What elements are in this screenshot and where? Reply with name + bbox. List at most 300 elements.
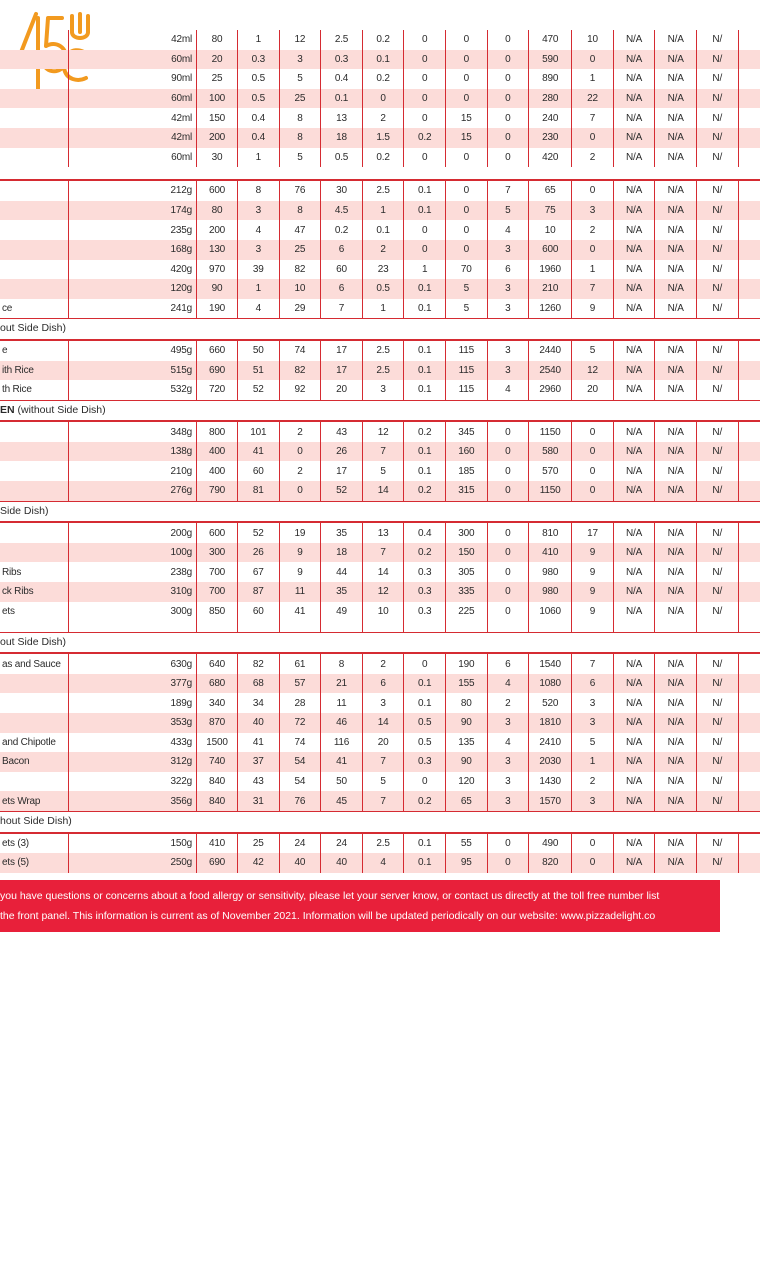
nutrient-value-cell: 0 bbox=[280, 481, 322, 501]
nutrient-value-cell: 1 bbox=[363, 201, 405, 221]
table-row bbox=[0, 562, 760, 582]
nutrient-value-cell: 3 bbox=[238, 240, 280, 260]
table-row bbox=[0, 179, 760, 201]
nutrient-value-cell: 6 bbox=[572, 674, 614, 694]
nutrient-value-cell: 4.5 bbox=[321, 201, 363, 221]
nutrient-value-cell: 14 bbox=[363, 562, 405, 582]
nutrient-value-cell: 49 bbox=[321, 602, 363, 632]
nutrient-value-cell: 0 bbox=[404, 220, 446, 240]
table-row bbox=[0, 69, 760, 89]
serving-size-cell: 174g bbox=[69, 201, 197, 221]
nutrient-value-cell: 240 bbox=[529, 108, 572, 128]
nutrient-value-cell: 4 bbox=[363, 853, 405, 873]
nutrient-value-cell: N/ bbox=[697, 148, 739, 168]
nutrient-value-cell: 31 bbox=[238, 791, 280, 811]
nutrient-value-cell: N/A bbox=[614, 791, 656, 811]
nutrient-value-cell: 980 bbox=[529, 562, 572, 582]
nutrient-value-cell: 2440 bbox=[529, 341, 572, 361]
nutrient-value-cell: 80 bbox=[197, 30, 238, 50]
nutrient-value-cell: 1080 bbox=[529, 674, 572, 694]
nutrient-value-cell: N/A bbox=[614, 148, 656, 168]
nutrient-value-cell: 600 bbox=[529, 240, 572, 260]
nutrient-value-cell: 280 bbox=[529, 89, 572, 109]
nutrient-value-cell: 2410 bbox=[529, 733, 572, 753]
serving-size-cell: 312g bbox=[69, 752, 197, 772]
nutrient-value-cell: 0 bbox=[404, 89, 446, 109]
nutrient-value-cell: 26 bbox=[321, 442, 363, 462]
nutrient-value-cell: 23 bbox=[363, 260, 405, 280]
nutrient-value-cell: 0 bbox=[488, 853, 530, 873]
nutrient-value-cell: 26 bbox=[238, 543, 280, 563]
nutrient-value-cell: N/ bbox=[697, 752, 739, 772]
section-label bbox=[0, 633, 66, 652]
nutrient-value-cell: 0 bbox=[446, 148, 488, 168]
nutrient-value-cell: 690 bbox=[197, 361, 238, 381]
nutrient-value-cell: 41 bbox=[321, 752, 363, 772]
table-row bbox=[0, 791, 760, 811]
table-row bbox=[0, 772, 760, 792]
nutrient-value-cell: 0 bbox=[446, 181, 488, 201]
nutrient-value-cell: 0.2 bbox=[363, 148, 405, 168]
nutrient-value-cell: N/A bbox=[655, 733, 697, 753]
serving-size-cell: 138g bbox=[69, 442, 197, 462]
nutrient-value-cell: N/ bbox=[697, 481, 739, 501]
item-name-cell: ce bbox=[0, 299, 69, 319]
item-name-cell bbox=[0, 108, 69, 128]
allergy-footer bbox=[0, 880, 720, 932]
nutrient-value-cell: N/A bbox=[614, 543, 656, 563]
nutrient-value-cell: 5 bbox=[488, 201, 530, 221]
nutrient-value-cell: 2 bbox=[363, 108, 405, 128]
nutrient-value-cell: 690 bbox=[197, 853, 238, 873]
nutrient-value-cell: N/A bbox=[655, 50, 697, 70]
nutrient-value-cell: 8 bbox=[280, 201, 322, 221]
table-row bbox=[0, 341, 760, 361]
nutrient-value-cell: 0.1 bbox=[404, 380, 446, 400]
nutrient-value-cell: 520 bbox=[529, 693, 572, 713]
item-name-cell bbox=[0, 30, 69, 50]
item-name-cell: Bacon bbox=[0, 752, 69, 772]
nutrient-value-cell: N/A bbox=[655, 772, 697, 792]
nutrient-value-cell: 34 bbox=[238, 693, 280, 713]
nutrient-value-cell: 76 bbox=[280, 181, 322, 201]
nutrient-value-cell: 0 bbox=[404, 69, 446, 89]
nutrient-value-cell: 0.2 bbox=[321, 220, 363, 240]
nutrient-value-cell: N/A bbox=[655, 108, 697, 128]
nutrient-value-cell: 0 bbox=[488, 148, 530, 168]
nutrient-value-cell: 0.2 bbox=[363, 69, 405, 89]
nutrient-value-cell: N/A bbox=[614, 279, 656, 299]
nutrient-value-cell: 400 bbox=[197, 442, 238, 462]
nutrient-value-cell: 7 bbox=[572, 108, 614, 128]
nutrient-value-cell: 0.4 bbox=[321, 69, 363, 89]
serving-size-cell: 515g bbox=[69, 361, 197, 381]
table-row bbox=[0, 279, 760, 299]
nutrient-value-cell: N/A bbox=[655, 674, 697, 694]
section-label bbox=[0, 812, 72, 831]
nutrient-value-cell: 1540 bbox=[529, 654, 572, 674]
serving-size-cell: 495g bbox=[69, 341, 197, 361]
nutrient-value-cell: 41 bbox=[280, 602, 322, 632]
nutrient-value-cell: 6 bbox=[321, 240, 363, 260]
nutrient-value-cell: 225 bbox=[446, 602, 488, 632]
nutrient-value-cell: 2.5 bbox=[363, 361, 405, 381]
nutrient-value-cell: N/A bbox=[614, 481, 656, 501]
nutrient-value-cell: 8 bbox=[321, 654, 363, 674]
nutrient-value-cell: 70 bbox=[446, 260, 488, 280]
serving-size-cell: 42ml bbox=[69, 128, 197, 148]
serving-size-cell: 348g bbox=[69, 422, 197, 442]
nutrient-value-cell: 800 bbox=[197, 422, 238, 442]
nutrient-value-cell: 0.5 bbox=[404, 713, 446, 733]
nutrient-value-cell: N/ bbox=[697, 602, 739, 632]
nutrient-value-cell: 7 bbox=[488, 181, 530, 201]
table-row bbox=[0, 201, 760, 221]
serving-size-cell: 60ml bbox=[69, 89, 197, 109]
nutrient-value-cell: 3 bbox=[488, 772, 530, 792]
nutrient-value-cell: 45 bbox=[321, 791, 363, 811]
section-heading bbox=[0, 400, 760, 423]
nutrient-value-cell: 0 bbox=[488, 128, 530, 148]
nutrient-value-cell: 4 bbox=[238, 299, 280, 319]
nutrient-value-cell: 54 bbox=[280, 752, 322, 772]
item-name-cell bbox=[0, 260, 69, 280]
nutrient-value-cell: 2 bbox=[280, 461, 322, 481]
serving-size-cell: 100g bbox=[69, 543, 197, 563]
nutrient-value-cell: 25 bbox=[280, 89, 322, 109]
nutrient-value-cell: 65 bbox=[446, 791, 488, 811]
nutrient-value-cell: 9 bbox=[572, 602, 614, 632]
nutrient-value-cell: 0.4 bbox=[404, 523, 446, 543]
nutrient-value-cell: 155 bbox=[446, 674, 488, 694]
section-spacer bbox=[0, 167, 760, 179]
nutrient-value-cell: 14 bbox=[363, 481, 405, 501]
nutrient-value-cell: 3 bbox=[572, 713, 614, 733]
nutrient-value-cell: N/ bbox=[697, 299, 739, 319]
nutrient-value-cell: N/A bbox=[614, 89, 656, 109]
nutrient-value-cell: 210 bbox=[529, 279, 572, 299]
nutrient-value-cell: N/A bbox=[655, 442, 697, 462]
nutrient-value-cell: 14 bbox=[363, 713, 405, 733]
nutrient-value-cell: 1570 bbox=[529, 791, 572, 811]
nutrient-value-cell: 0 bbox=[488, 582, 530, 602]
nutrient-value-cell: 0 bbox=[488, 602, 530, 632]
nutrient-value-cell: 6 bbox=[363, 674, 405, 694]
table-row bbox=[0, 148, 760, 168]
table-row bbox=[0, 89, 760, 109]
nutrient-value-cell: 0 bbox=[363, 89, 405, 109]
nutrient-value-cell: 5 bbox=[572, 733, 614, 753]
table-row bbox=[0, 853, 760, 873]
nutrient-value-cell: 0 bbox=[488, 89, 530, 109]
nutrient-value-cell: 4 bbox=[488, 733, 530, 753]
nutrient-value-cell: N/ bbox=[697, 279, 739, 299]
nutrient-value-cell: 810 bbox=[529, 523, 572, 543]
nutrient-value-cell: 820 bbox=[529, 853, 572, 873]
nutrient-value-cell: 3 bbox=[238, 201, 280, 221]
serving-size-cell: 42ml bbox=[69, 30, 197, 50]
item-name-cell bbox=[0, 220, 69, 240]
table-row bbox=[0, 108, 760, 128]
table-row bbox=[0, 240, 760, 260]
section-label-text: out Side Dish) bbox=[0, 322, 66, 335]
serving-size-cell: 377g bbox=[69, 674, 197, 694]
item-name-cell: e bbox=[0, 341, 69, 361]
nutrient-value-cell: 0.4 bbox=[238, 108, 280, 128]
nutrient-value-cell: 0.1 bbox=[404, 853, 446, 873]
nutrient-value-cell: N/ bbox=[697, 128, 739, 148]
nutrient-value-cell: N/ bbox=[697, 523, 739, 543]
nutrient-value-cell: 0.1 bbox=[404, 361, 446, 381]
nutrient-value-cell: 0 bbox=[488, 543, 530, 563]
item-name-cell bbox=[0, 181, 69, 201]
nutrient-value-cell: N/ bbox=[697, 181, 739, 201]
nutrient-value-cell: 0.5 bbox=[404, 733, 446, 753]
nutrient-value-cell: 0.1 bbox=[404, 834, 446, 854]
nutrient-value-cell: 0 bbox=[488, 30, 530, 50]
nutrient-value-cell: 5 bbox=[363, 461, 405, 481]
nutrient-value-cell: 41 bbox=[238, 733, 280, 753]
nutrient-value-cell: 0 bbox=[572, 128, 614, 148]
serving-size-cell: 212g bbox=[69, 181, 197, 201]
nutrient-value-cell: N/A bbox=[614, 220, 656, 240]
nutrient-value-cell: 970 bbox=[197, 260, 238, 280]
nutrient-value-cell: 4 bbox=[488, 380, 530, 400]
nutrient-value-cell: 300 bbox=[446, 523, 488, 543]
nutrient-value-cell: 12 bbox=[363, 582, 405, 602]
nutrient-value-cell: N/A bbox=[614, 69, 656, 89]
nutrient-value-cell: 25 bbox=[238, 834, 280, 854]
item-name-cell bbox=[0, 50, 69, 70]
nutrient-value-cell: 0 bbox=[488, 108, 530, 128]
section-label bbox=[0, 319, 66, 338]
nutrient-value-cell: 200 bbox=[197, 220, 238, 240]
nutrient-value-cell: N/A bbox=[655, 181, 697, 201]
nutrient-value-cell: 0.1 bbox=[404, 201, 446, 221]
nutrient-value-cell: 46 bbox=[321, 713, 363, 733]
nutrient-value-cell: 18 bbox=[321, 128, 363, 148]
nutrient-value-cell: N/A bbox=[614, 30, 656, 50]
nutrient-value-cell: 68 bbox=[238, 674, 280, 694]
nutrient-value-cell: 1 bbox=[572, 69, 614, 89]
nutrient-value-cell: 30 bbox=[197, 148, 238, 168]
nutrient-value-cell: N/A bbox=[614, 461, 656, 481]
nutrient-value-cell: 2960 bbox=[529, 380, 572, 400]
serving-size-cell: 630g bbox=[69, 654, 197, 674]
nutrient-value-cell: 116 bbox=[321, 733, 363, 753]
nutrient-value-cell: 2 bbox=[572, 772, 614, 792]
nutrient-value-cell: 0 bbox=[572, 50, 614, 70]
nutrient-value-cell: N/A bbox=[655, 543, 697, 563]
nutrient-value-cell: 8 bbox=[280, 108, 322, 128]
nutrient-value-cell: 17 bbox=[572, 523, 614, 543]
nutrient-value-cell: N/A bbox=[655, 752, 697, 772]
item-name-cell bbox=[0, 240, 69, 260]
nutrient-value-cell: N/A bbox=[614, 299, 656, 319]
nutrient-value-cell: 35 bbox=[321, 582, 363, 602]
nutrient-value-cell: 52 bbox=[321, 481, 363, 501]
nutrient-value-cell: 580 bbox=[529, 442, 572, 462]
nutrient-value-cell: 3 bbox=[363, 693, 405, 713]
nutrient-value-cell: N/A bbox=[614, 654, 656, 674]
nutrient-value-cell: N/A bbox=[655, 582, 697, 602]
nutrient-value-cell: 10 bbox=[363, 602, 405, 632]
table-row bbox=[0, 543, 760, 563]
nutrient-value-cell: 76 bbox=[280, 791, 322, 811]
nutrient-value-cell: 0 bbox=[404, 108, 446, 128]
nutrient-value-cell: N/A bbox=[655, 562, 697, 582]
nutrient-value-cell: 0.3 bbox=[404, 562, 446, 582]
nutrient-value-cell: 4 bbox=[488, 220, 530, 240]
nutrient-value-cell: 67 bbox=[238, 562, 280, 582]
nutrient-value-cell: N/ bbox=[697, 693, 739, 713]
footer-line-1: you have questions or concerns about a food allergy or sensitivity, please let your server know, or contact us directly at the toll free number list bbox=[0, 890, 660, 902]
nutrient-value-cell: 0.3 bbox=[238, 50, 280, 70]
serving-size-cell: 532g bbox=[69, 380, 197, 400]
nutrient-value-cell: N/ bbox=[697, 89, 739, 109]
nutrient-value-cell: 2030 bbox=[529, 752, 572, 772]
nutrient-value-cell: N/ bbox=[697, 108, 739, 128]
item-name-cell bbox=[0, 461, 69, 481]
item-name-cell bbox=[0, 69, 69, 89]
nutrient-value-cell: 0 bbox=[404, 654, 446, 674]
nutrient-value-cell: 0 bbox=[404, 240, 446, 260]
item-name-cell bbox=[0, 674, 69, 694]
nutrient-value-cell: 90 bbox=[197, 279, 238, 299]
table-row bbox=[0, 361, 760, 381]
nutrient-value-cell: 80 bbox=[197, 201, 238, 221]
nutrient-value-cell: 10 bbox=[280, 279, 322, 299]
nutrient-value-cell: 700 bbox=[197, 562, 238, 582]
nutrient-value-cell: 6 bbox=[488, 654, 530, 674]
nutrient-value-cell: 3 bbox=[488, 299, 530, 319]
nutrient-value-cell: 0 bbox=[572, 422, 614, 442]
nutrient-value-cell: 15 bbox=[446, 108, 488, 128]
nutrient-value-cell: 130 bbox=[197, 240, 238, 260]
nutrient-value-cell: N/ bbox=[697, 713, 739, 733]
nutrient-value-cell: 9 bbox=[572, 582, 614, 602]
item-name-cell: ets Wrap bbox=[0, 791, 69, 811]
nutrient-value-cell: 230 bbox=[529, 128, 572, 148]
nutrient-value-cell: 7 bbox=[363, 442, 405, 462]
serving-size-cell: 241g bbox=[69, 299, 197, 319]
nutrient-value-cell: 8 bbox=[280, 128, 322, 148]
nutrient-value-cell: N/A bbox=[655, 220, 697, 240]
nutrient-value-cell: N/ bbox=[697, 654, 739, 674]
nutrient-value-cell: 7 bbox=[572, 279, 614, 299]
nutrient-value-cell: 24 bbox=[280, 834, 322, 854]
table-row bbox=[0, 422, 760, 442]
nutrient-value-cell: 0 bbox=[404, 772, 446, 792]
nutrient-value-cell: 17 bbox=[321, 361, 363, 381]
nutrient-value-cell: 1.5 bbox=[363, 128, 405, 148]
nutrient-value-cell: 1 bbox=[238, 148, 280, 168]
nutrient-value-cell: N/A bbox=[655, 361, 697, 381]
serving-size-cell: 300g bbox=[69, 602, 197, 632]
nutrient-value-cell: 3 bbox=[488, 240, 530, 260]
table-row bbox=[0, 713, 760, 733]
nutrient-value-cell: 0.3 bbox=[404, 582, 446, 602]
nutrient-value-cell: N/A bbox=[614, 422, 656, 442]
nutrient-value-cell: 5 bbox=[280, 148, 322, 168]
serving-size-cell: 322g bbox=[69, 772, 197, 792]
nutrient-value-cell: 2 bbox=[488, 693, 530, 713]
nutrient-value-cell: 90 bbox=[446, 752, 488, 772]
nutrient-value-cell: 2 bbox=[363, 654, 405, 674]
nutrient-value-cell: N/A bbox=[614, 834, 656, 854]
nutrient-value-cell: N/A bbox=[614, 752, 656, 772]
nutrient-value-cell: 115 bbox=[446, 380, 488, 400]
section-label-text: hout Side Dish) bbox=[0, 814, 72, 827]
nutrient-value-cell: 22 bbox=[572, 89, 614, 109]
item-name-cell: th Rice bbox=[0, 380, 69, 400]
table-row bbox=[0, 442, 760, 462]
nutrient-value-cell: 39 bbox=[238, 260, 280, 280]
nutrient-value-cell: 150 bbox=[197, 108, 238, 128]
nutrient-value-cell: 600 bbox=[197, 181, 238, 201]
nutrient-value-cell: 490 bbox=[529, 834, 572, 854]
nutrient-value-cell: 9 bbox=[572, 299, 614, 319]
nutrient-value-cell: 20 bbox=[572, 380, 614, 400]
nutrient-value-cell: 60 bbox=[321, 260, 363, 280]
nutrient-value-cell: 12 bbox=[572, 361, 614, 381]
nutrition-table bbox=[0, 30, 760, 873]
nutrient-value-cell: 74 bbox=[280, 733, 322, 753]
nutrient-value-cell: 9 bbox=[572, 543, 614, 563]
nutrient-value-cell: 1 bbox=[404, 260, 446, 280]
nutrient-value-cell: 0.3 bbox=[404, 602, 446, 632]
nutrient-value-cell: 9 bbox=[572, 562, 614, 582]
section-heading bbox=[0, 632, 760, 655]
nutrient-value-cell: N/ bbox=[697, 674, 739, 694]
nutrient-value-cell: 57 bbox=[280, 674, 322, 694]
nutrient-value-cell: N/A bbox=[655, 89, 697, 109]
nutrient-value-cell: 790 bbox=[197, 481, 238, 501]
section-label bbox=[0, 401, 106, 420]
nutrient-value-cell: 680 bbox=[197, 674, 238, 694]
nutrient-value-cell: 0 bbox=[446, 30, 488, 50]
nutrient-value-cell: 6 bbox=[488, 260, 530, 280]
nutrient-value-cell: 1 bbox=[572, 260, 614, 280]
table-row bbox=[0, 582, 760, 602]
nutrient-value-cell: 0 bbox=[572, 461, 614, 481]
item-name-cell bbox=[0, 128, 69, 148]
nutrient-value-cell: N/A bbox=[655, 853, 697, 873]
nutrient-value-cell: 3 bbox=[572, 201, 614, 221]
nutrient-value-cell: 92 bbox=[280, 380, 322, 400]
nutrient-value-cell: N/A bbox=[655, 693, 697, 713]
nutrient-value-cell: 52 bbox=[238, 380, 280, 400]
nutrient-value-cell: 95 bbox=[446, 853, 488, 873]
nutrient-value-cell: 3 bbox=[572, 693, 614, 713]
nutrient-value-cell: 18 bbox=[321, 543, 363, 563]
nutrient-value-cell: 25 bbox=[280, 240, 322, 260]
nutrient-value-cell: 6 bbox=[321, 279, 363, 299]
nutrient-value-cell: N/A bbox=[655, 299, 697, 319]
table-row bbox=[0, 654, 760, 674]
nutrient-value-cell: 1430 bbox=[529, 772, 572, 792]
nutrient-value-cell: 0 bbox=[446, 220, 488, 240]
nutrient-value-cell: N/ bbox=[697, 582, 739, 602]
nutrient-value-cell: 470 bbox=[529, 30, 572, 50]
nutrient-value-cell: 0 bbox=[488, 834, 530, 854]
footer-line-2: the front panel. This information is current as of November 2021. Information will be updated periodically on our website: www.pizzadelight.co bbox=[0, 910, 656, 922]
nutrient-value-cell: 11 bbox=[280, 582, 322, 602]
nutrient-value-cell: N/A bbox=[614, 582, 656, 602]
nutrient-value-cell: 0 bbox=[446, 69, 488, 89]
table-row bbox=[0, 260, 760, 280]
serving-size-cell: 168g bbox=[69, 240, 197, 260]
